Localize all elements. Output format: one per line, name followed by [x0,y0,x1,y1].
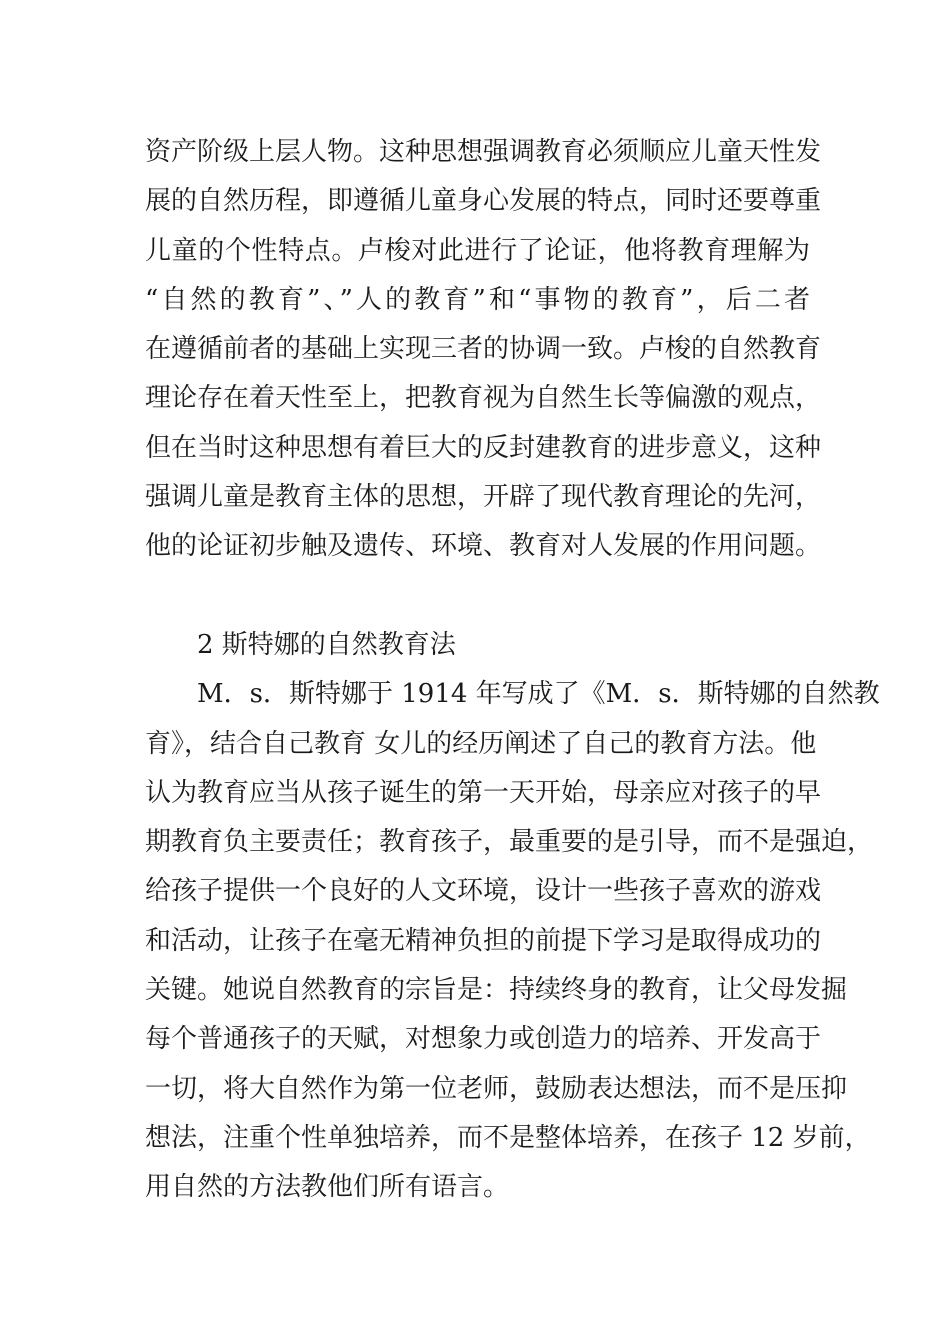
paragraph-line: 但在当时这种思想有着巨大的反封建教育的进步意义，这种 [145,432,822,463]
paragraph-line: 儿童的个性特点。卢梭对此进行了论证，他将教育理解为 [145,235,810,266]
paragraph-line: 认为教育应当从孩子诞生的第一天开始，母亲应对孩子的早 [145,777,822,808]
paragraph-line: 关键。她说自然教育的宗旨是：持续终身的教育，让父母发掘 [145,975,848,1006]
paragraph-line: 一切，将大自然作为第一位老师，鼓励表达想法，而不是压抑 [145,1073,848,1104]
paragraph-line: M．s．斯特娜于 1914 年写成了《M．s．斯特娜的自然教 [197,679,880,710]
paragraph-line: 育》，结合自己教育 女儿的经历阐述了自己的教育方法。他 [145,728,817,759]
paragraph-line: 用自然的方法教他们所有语言。 [145,1172,510,1203]
paragraph-rousseau [145,128,822,572]
paragraph-stoner [145,670,880,1212]
paragraph-spacer [145,572,810,621]
paragraph-line: 理论存在着天性至上，把教育视为自然生长等偏激的观点， [145,383,822,414]
paragraph-line: 和活动，让孩子在毫无精神负担的前提下学习是取得成功的 [145,925,822,956]
paragraph-line: 期教育负主要责任；教育孩子，最重要的是引导，而不是强迫， [145,827,874,858]
paragraph-line: 在遵循前者的基础上实现三者的协调一致。卢梭的自然教育 [145,334,822,365]
paragraph-line: “自然的教育”、”人的教育”和“事物的教育”，后二者 [145,284,810,315]
section-heading: 2 斯特娜的自然教育法 [197,629,456,660]
document-page [145,128,880,1213]
paragraph-line: 资产阶级上层人物。这种思想强调教育必须顺应儿童天性发 [145,137,822,167]
paragraph-line: 每个普通孩子的天赋，对想象力或创造力的培养、开发高于 [145,1024,822,1055]
paragraph-line: 他的论证初步触及遗传、环境、教育对人发展的作用问题。 [145,531,822,562]
paragraph-line: 展的自然历程，即遵循儿童身心发展的特点，同时还要尊重 [145,186,822,217]
paragraph-line: 想法，注重个性单独培养，而不是整体培养，在孩子 12 岁前， [145,1122,871,1153]
paragraph-line: 给孩子提供一个良好的人文环境，设计一些孩子喜欢的游戏 [145,876,822,907]
paragraph-line: 强调儿童是教育主体的思想，开辟了现代教育理论的先河， [145,482,822,513]
